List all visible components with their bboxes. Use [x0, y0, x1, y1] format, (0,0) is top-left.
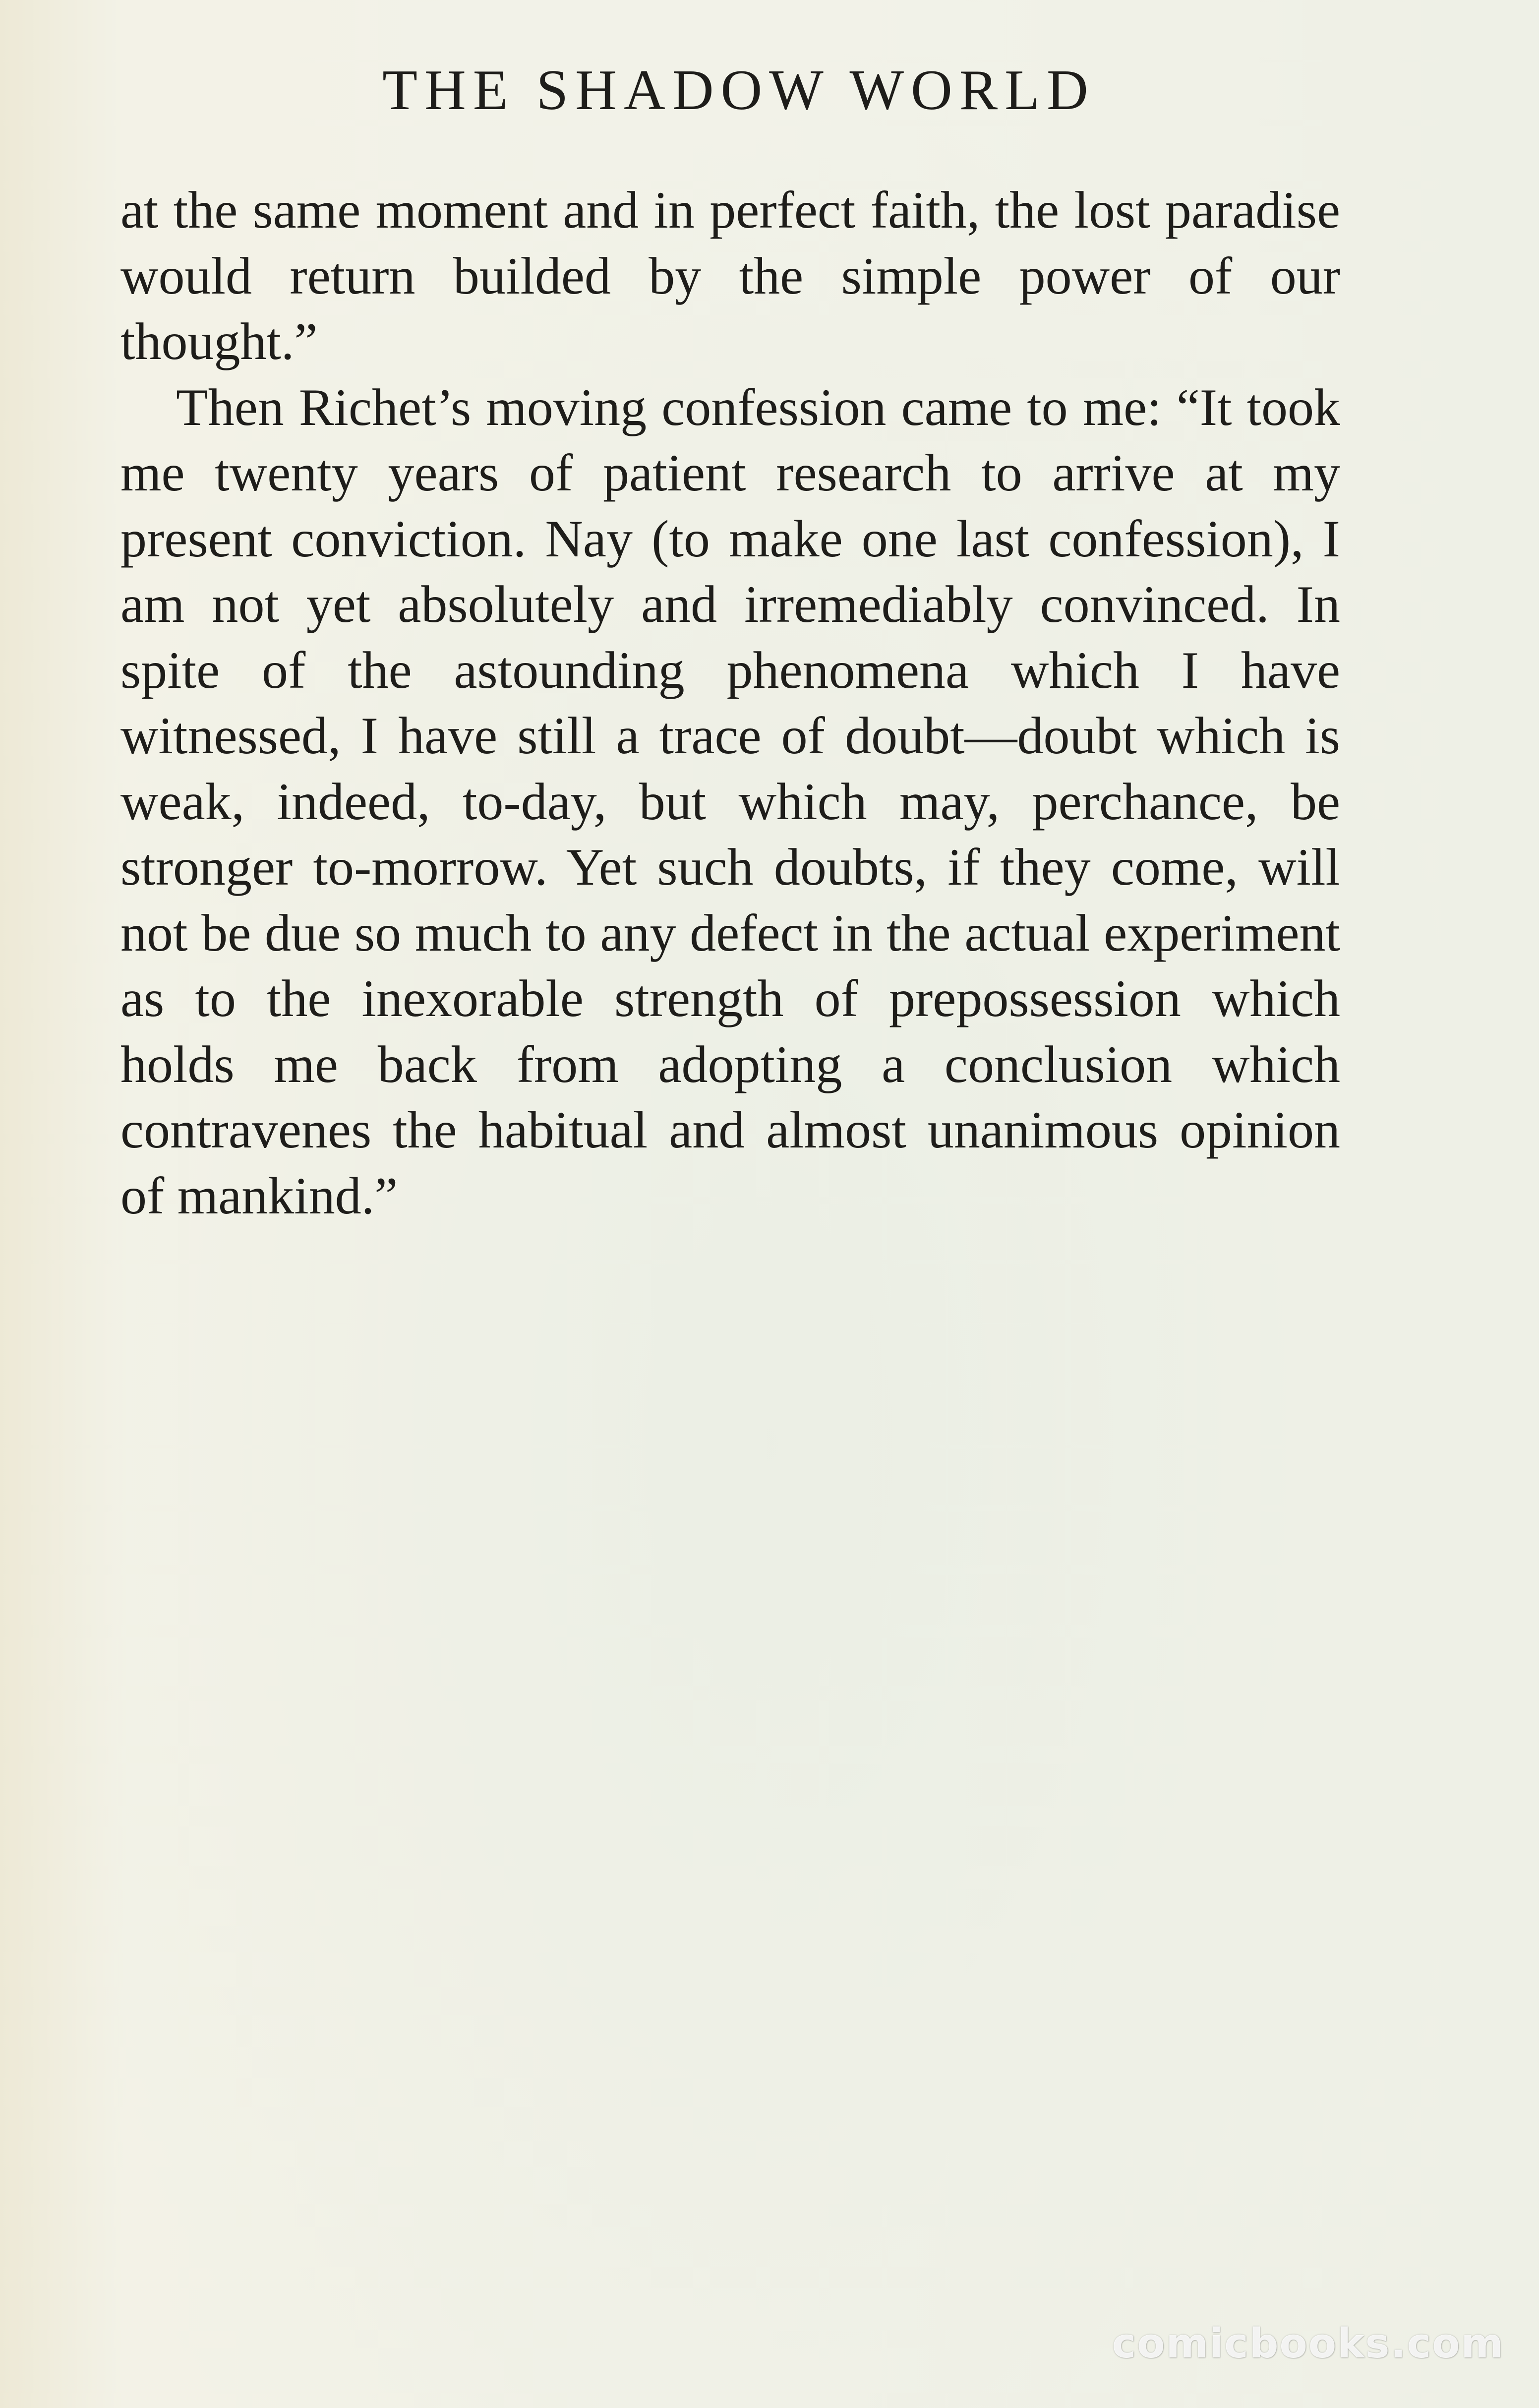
- paragraph-richet-confession: Then Richet’s moving confession came to me: “It took me twenty years of patient research to arrive at my present conviction. Nay (to make one last confession), I am not yet absolutely and irremediably convinced. In spite of the astounding phenomena which I have witnessed, I have still a trace of doubt—doubt which is weak, indeed, to-day, but which may, perchance, be stronger to-morrow. Yet such doubts, if they come, will not be due so much to any defect in the actual experiment as to the inexorable strength of prepossession which holds me back from adopting a conclusion which contravenes the habitual and almost unanimous opinion of mankind.”: [120, 378, 1340, 1225]
- paragraph-continuation: at the same moment and in perfect faith, the lost paradise would return builded by the simple power of our thought.”: [120, 181, 1340, 370]
- watermark: comicbooks.com: [1112, 2320, 1504, 2367]
- running-head: THE SHADOW WORLD: [382, 59, 1095, 122]
- body-text: [120, 178, 1340, 1229]
